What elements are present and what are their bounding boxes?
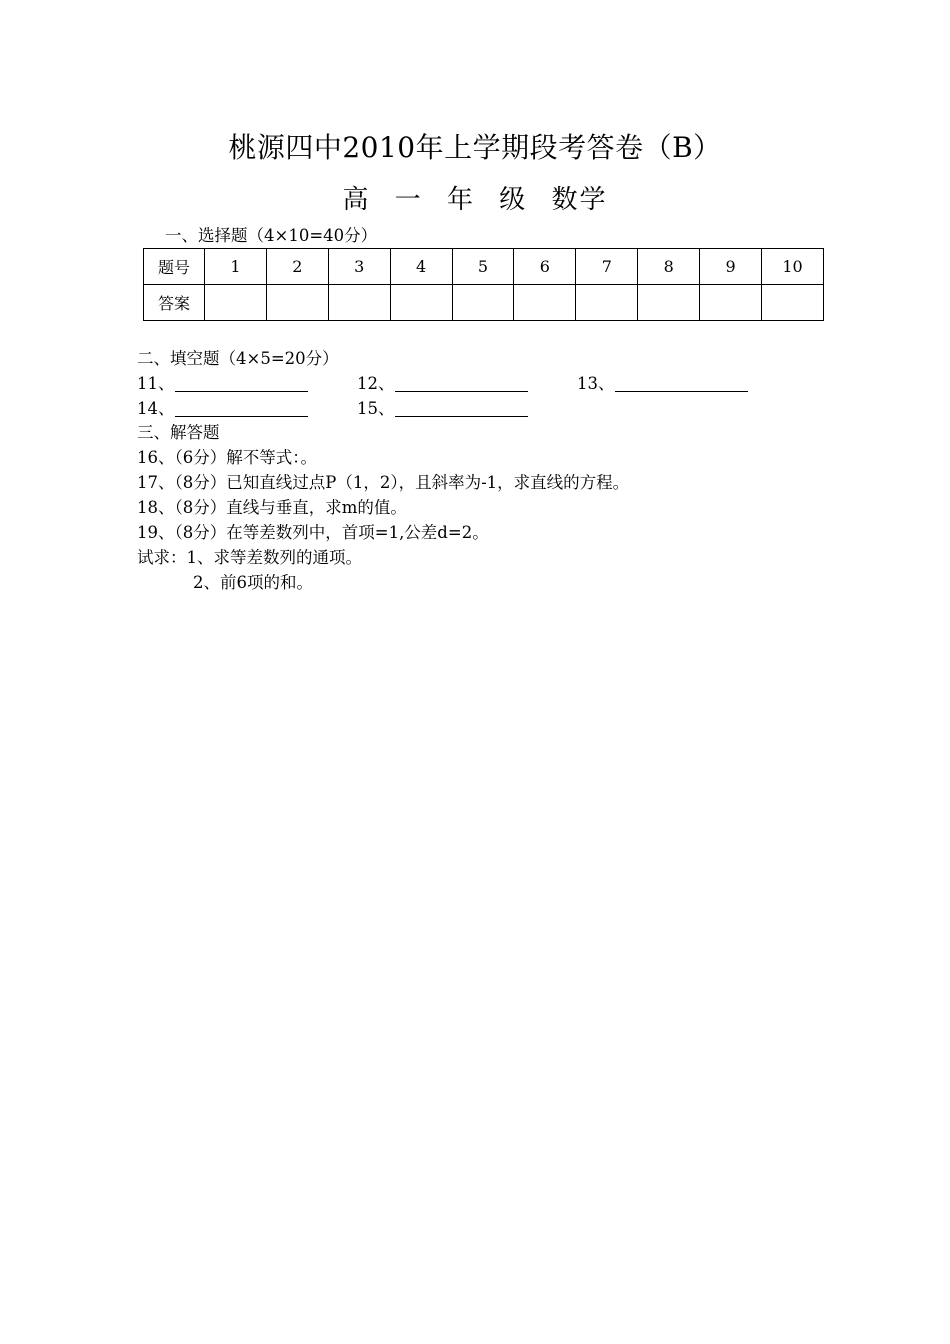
page-subtitle: 高 一 年 级 数学 — [342, 185, 608, 215]
question-19-part2: 2、前6项的和。 — [193, 573, 313, 592]
question-number: 4 — [390, 249, 452, 285]
answer-cell[interactable] — [638, 285, 700, 321]
answer-cell[interactable] — [514, 285, 576, 321]
question-16: 16、（6分）解不等式：。 — [137, 448, 317, 467]
page-title: 桃源四中2010年上学期段考答卷（B） — [228, 131, 722, 164]
question-number: 6 — [514, 249, 576, 285]
section2-heading: 二、填空题（4×5=20分） — [137, 349, 339, 368]
answer-cell[interactable] — [700, 285, 762, 321]
section3-heading: 三、解答题 — [137, 423, 220, 442]
blank-label-14: 14、 — [137, 399, 175, 418]
blank-label-12: 12、 — [357, 374, 395, 393]
answer-cell[interactable] — [576, 285, 638, 321]
answer-cell[interactable] — [762, 285, 824, 321]
answer-cell[interactable] — [205, 285, 267, 321]
answer-cell[interactable] — [266, 285, 328, 321]
blank-line-12[interactable] — [395, 391, 528, 392]
blank-label-15: 15、 — [357, 399, 395, 418]
question-19-part1: 试求：1、求等差数列的通项。 — [137, 548, 362, 567]
question-number: 3 — [328, 249, 390, 285]
blank-line-13[interactable] — [615, 391, 748, 392]
blank-line-14[interactable] — [175, 416, 308, 417]
answer-cell[interactable] — [328, 285, 390, 321]
question-number: 8 — [638, 249, 700, 285]
question-number: 1 — [205, 249, 267, 285]
choice-answer-table — [143, 248, 824, 321]
row-label-question: 题号 — [144, 249, 205, 285]
blank-label-13: 13、 — [577, 374, 615, 393]
question-number: 10 — [762, 249, 824, 285]
question-number-row — [144, 249, 824, 285]
answer-row — [144, 285, 824, 321]
question-19: 19、（8分）在等差数列中，首项=1,公差d=2。 — [137, 523, 489, 542]
question-number: 2 — [266, 249, 328, 285]
answer-cell[interactable] — [390, 285, 452, 321]
question-18: 18、（8分）直线与垂直，求m的值。 — [137, 498, 407, 517]
answer-cell[interactable] — [452, 285, 514, 321]
question-number: 5 — [452, 249, 514, 285]
question-17: 17、（8分）已知直线过点P（1，2），且斜率为-1，求直线的方程。 — [137, 473, 630, 492]
question-number: 7 — [576, 249, 638, 285]
blank-line-15[interactable] — [395, 416, 528, 417]
row-label-answer: 答案 — [144, 285, 205, 321]
blank-label-11: 11、 — [137, 374, 175, 393]
blank-line-11[interactable] — [175, 391, 308, 392]
question-number: 9 — [700, 249, 762, 285]
section1-heading: 一、选择题（4×10=40分） — [165, 226, 378, 245]
